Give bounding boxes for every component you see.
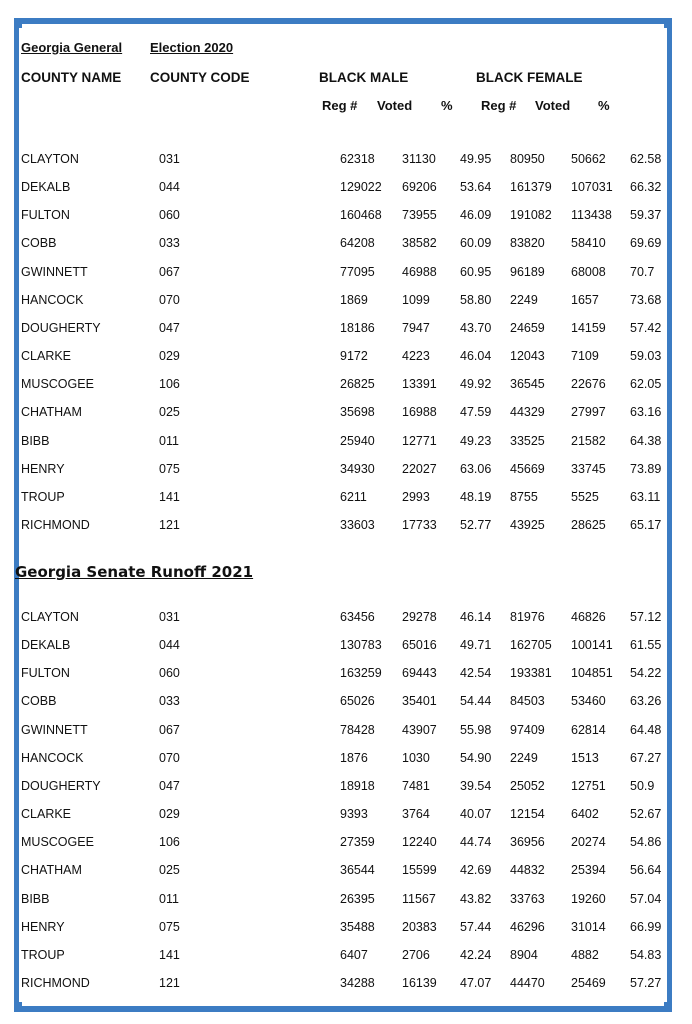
cell-female-pct: 57.04 — [630, 891, 662, 906]
cell-county-name: GWINNETT — [21, 264, 88, 279]
table-row — [0, 321, 692, 341]
cell-male-pct: 40.07 — [460, 807, 492, 822]
cell-county-code: 141 — [159, 947, 180, 962]
cell-female-voted: 104851 — [571, 666, 613, 681]
cell-county-name: FULTON — [21, 208, 70, 223]
cell-male-voted: 17733 — [402, 517, 437, 532]
cell-female-pct: 54.83 — [630, 947, 662, 962]
cell-male-voted: 16139 — [402, 975, 437, 990]
sub-header-female-pct: % — [598, 98, 610, 113]
cell-male-voted: 15599 — [402, 863, 437, 878]
cell-county-code: 025 — [159, 405, 180, 420]
cell-county-name: HENRY — [21, 461, 65, 476]
cell-male-pct: 46.04 — [460, 349, 492, 364]
cell-male-voted: 3764 — [402, 807, 430, 822]
cell-female-voted: 22676 — [571, 377, 606, 392]
cell-county-code: 011 — [159, 433, 179, 448]
table-row — [0, 377, 692, 397]
cell-female-pct: 56.64 — [630, 863, 662, 878]
cell-county-name: BIBB — [21, 891, 50, 906]
cell-female-pct: 70.7 — [630, 264, 655, 279]
cell-male-reg: 9172 — [340, 349, 368, 364]
cell-male-voted: 22027 — [402, 461, 437, 476]
table-row — [0, 863, 692, 883]
table-row — [0, 405, 692, 425]
cell-male-pct: 58.80 — [460, 292, 492, 307]
cell-female-reg: 46296 — [510, 919, 545, 934]
cell-male-pct: 55.98 — [460, 722, 492, 737]
table-row — [0, 751, 692, 771]
col-header-county-name: COUNTY NAME — [21, 70, 122, 85]
table-row — [0, 807, 692, 827]
cell-female-pct: 59.03 — [630, 349, 662, 364]
cell-female-voted: 113438 — [571, 208, 612, 223]
table-row — [0, 293, 692, 313]
cell-female-voted: 31014 — [571, 919, 606, 934]
cell-male-pct: 46.14 — [460, 610, 492, 624]
cell-female-voted: 53460 — [571, 694, 606, 709]
cell-county-name: CHATHAM — [21, 863, 82, 878]
cell-male-voted: 1099 — [402, 292, 430, 307]
table-row — [0, 462, 692, 482]
cell-county-code: 075 — [159, 919, 180, 934]
sub-header-male-voted: Voted — [377, 98, 413, 113]
cell-female-reg: 83820 — [510, 236, 545, 251]
cell-county-name: MUSCOGEE — [21, 377, 94, 392]
cell-male-voted: 16988 — [402, 405, 437, 420]
cell-female-reg: 8755 — [510, 489, 538, 504]
cell-male-pct: 49.95 — [460, 152, 492, 166]
cell-female-voted: 27997 — [571, 405, 606, 420]
cell-male-reg: 6211 — [340, 489, 367, 504]
cell-county-name: CLARKE — [21, 807, 72, 822]
cell-male-voted: 7947 — [402, 320, 430, 335]
cell-male-pct: 52.77 — [460, 517, 492, 532]
table-row — [0, 434, 692, 454]
cell-county-code: 121 — [159, 517, 180, 532]
cell-male-voted: 1030 — [402, 750, 430, 765]
cell-county-code: 075 — [159, 461, 180, 476]
cell-county-name: DEKALB — [21, 180, 71, 195]
cell-county-name: COBB — [21, 694, 57, 709]
cell-county-code: 044 — [159, 180, 180, 195]
cell-female-reg: 24659 — [510, 320, 545, 335]
cell-female-voted: 68008 — [571, 264, 606, 279]
cell-female-voted: 1513 — [571, 750, 599, 765]
cell-male-pct: 42.24 — [460, 947, 492, 962]
cell-male-pct: 63.06 — [460, 461, 492, 476]
cell-female-pct: 64.38 — [630, 433, 662, 448]
cell-male-voted: 12771 — [402, 433, 437, 448]
cell-female-reg: 33525 — [510, 433, 545, 448]
cell-female-pct: 54.22 — [630, 666, 662, 681]
table-row — [0, 976, 692, 996]
cell-male-pct: 47.07 — [460, 975, 492, 990]
cell-female-pct: 73.89 — [630, 461, 662, 476]
cell-male-voted: 12240 — [402, 835, 437, 850]
cell-county-name: DEKALB — [21, 638, 71, 653]
cell-female-reg: 84503 — [510, 694, 545, 709]
cell-male-reg: 36544 — [340, 863, 375, 878]
cell-male-pct: 54.90 — [460, 750, 492, 765]
cell-county-code: 141 — [159, 489, 180, 504]
cell-county-code: 047 — [159, 320, 180, 335]
table-row — [0, 490, 692, 510]
sub-header-female-reg: Reg # — [481, 98, 517, 113]
cell-female-voted: 58410 — [571, 236, 606, 251]
cell-male-voted: 4223 — [402, 349, 430, 364]
cell-county-name: HANCOCK — [21, 292, 84, 307]
cell-female-reg: 25052 — [510, 778, 545, 793]
cell-female-pct: 57.12 — [630, 610, 662, 624]
cell-county-name: DOUGHERTY — [21, 778, 101, 793]
table-row — [0, 208, 692, 228]
cell-female-pct: 66.32 — [630, 180, 662, 195]
cell-male-voted: 29278 — [402, 610, 437, 624]
cell-female-pct: 57.27 — [630, 975, 662, 990]
table-row — [0, 610, 692, 630]
cell-female-reg: 2249 — [510, 750, 538, 765]
frame-corner-bottom-right — [664, 1002, 672, 1012]
cell-male-pct: 54.44 — [460, 694, 492, 709]
title-right: Election 2020 — [150, 40, 234, 55]
cell-male-pct: 49.23 — [460, 433, 492, 448]
table-row — [0, 518, 692, 538]
table-row — [0, 920, 692, 940]
cell-male-reg: 62318 — [340, 152, 375, 166]
cell-county-code: 060 — [159, 208, 180, 223]
cell-female-reg: 96189 — [510, 264, 545, 279]
cell-female-reg: 43925 — [510, 517, 545, 532]
cell-female-pct: 67.27 — [630, 750, 662, 765]
cell-female-voted: 12751 — [571, 778, 606, 793]
cell-male-pct: 42.69 — [460, 863, 492, 878]
cell-female-voted: 1657 — [571, 292, 599, 307]
table-row — [0, 835, 692, 855]
cell-female-reg: 2249 — [510, 292, 538, 307]
cell-female-voted: 50662 — [571, 152, 606, 166]
cell-female-pct: 54.86 — [630, 835, 662, 850]
table-row — [0, 779, 692, 799]
cell-male-reg: 34930 — [340, 461, 375, 476]
cell-female-reg: 44329 — [510, 405, 545, 420]
cell-male-voted: 69443 — [402, 666, 437, 681]
cell-female-reg: 162705 — [510, 638, 552, 653]
cell-county-code: 070 — [159, 292, 180, 307]
cell-county-code: 033 — [159, 694, 180, 709]
cell-county-name: BIBB — [21, 433, 50, 448]
cell-county-name: TROUP — [21, 489, 65, 504]
cell-county-code: 031 — [159, 610, 180, 624]
cell-female-voted: 21582 — [571, 433, 606, 448]
cell-male-reg: 26825 — [340, 377, 375, 392]
cell-male-reg: 27359 — [340, 835, 375, 850]
cell-county-name: COBB — [21, 236, 57, 251]
cell-county-code: 029 — [159, 807, 180, 822]
cell-female-voted: 7109 — [571, 349, 599, 364]
cell-female-pct: 63.26 — [630, 694, 662, 709]
cell-male-reg: 33603 — [340, 517, 375, 532]
cell-male-pct: 49.92 — [460, 377, 492, 392]
cell-county-name: RICHMOND — [21, 975, 90, 990]
cell-county-code: 106 — [159, 835, 180, 850]
cell-male-pct: 57.44 — [460, 919, 492, 934]
cell-county-code: 033 — [159, 236, 180, 251]
cell-male-reg: 65026 — [340, 694, 375, 709]
cell-county-code: 025 — [159, 863, 180, 878]
cell-male-voted: 13391 — [402, 377, 437, 392]
cell-male-pct: 46.09 — [460, 208, 492, 223]
col-header-county-code: COUNTY CODE — [150, 70, 250, 85]
cell-county-name: CLARKE — [21, 349, 72, 364]
cell-county-name: HENRY — [21, 919, 65, 934]
cell-male-voted: 46988 — [402, 264, 437, 279]
cell-male-reg: 25940 — [340, 433, 375, 448]
cell-female-voted: 6402 — [571, 807, 599, 822]
cell-county-name: CLAYTON — [21, 152, 79, 166]
cell-female-pct: 62.05 — [630, 377, 662, 392]
cell-male-reg: 78428 — [340, 722, 375, 737]
cell-male-voted: 43907 — [402, 722, 437, 737]
cell-male-voted: 7481 — [402, 778, 430, 793]
cell-female-pct: 50.9 — [630, 778, 655, 793]
sub-header-female-voted: Voted — [535, 98, 571, 113]
table-row — [0, 349, 692, 369]
cell-county-code: 070 — [159, 750, 180, 765]
cell-female-pct: 64.48 — [630, 722, 662, 737]
cell-county-code: 067 — [159, 264, 180, 279]
cell-male-pct: 60.09 — [460, 236, 492, 251]
cell-male-reg: 35488 — [340, 919, 375, 934]
cell-male-voted: 69206 — [402, 180, 437, 195]
cell-male-reg: 130783 — [340, 638, 382, 653]
cell-county-code: 031 — [159, 152, 180, 166]
cell-male-reg: 1876 — [340, 750, 368, 765]
cell-female-voted: 25469 — [571, 975, 606, 990]
cell-male-reg: 34288 — [340, 975, 375, 990]
frame-corner-top-right — [664, 18, 672, 28]
cell-female-pct: 63.11 — [630, 489, 661, 504]
cell-county-name: DOUGHERTY — [21, 320, 101, 335]
cell-female-reg: 80950 — [510, 152, 545, 166]
cell-female-pct: 63.16 — [630, 405, 662, 420]
frame-corner-top-left — [14, 18, 22, 28]
cell-male-reg: 6407 — [340, 947, 368, 962]
cell-county-name: TROUP — [21, 947, 65, 962]
cell-male-voted: 65016 — [402, 638, 437, 653]
table-row — [0, 180, 692, 200]
cell-female-pct: 61.55 — [630, 638, 662, 653]
cell-male-reg: 26395 — [340, 891, 375, 906]
cell-female-voted: 4882 — [571, 947, 599, 962]
cell-male-voted: 73955 — [402, 208, 437, 223]
cell-county-name: FULTON — [21, 666, 70, 681]
cell-county-name: CHATHAM — [21, 405, 82, 420]
cell-male-pct: 42.54 — [460, 666, 492, 681]
cell-female-voted: 100141 — [571, 638, 613, 653]
cell-female-voted: 46826 — [571, 610, 606, 624]
cell-male-reg: 18186 — [340, 320, 375, 335]
cell-female-voted: 107031 — [571, 180, 613, 195]
cell-female-pct: 59.37 — [630, 208, 662, 223]
cell-male-reg: 1869 — [340, 292, 368, 307]
table-row — [0, 892, 692, 912]
cell-female-reg: 36545 — [510, 377, 545, 392]
cell-male-reg: 18918 — [340, 778, 375, 793]
cell-female-pct: 65.17 — [630, 517, 662, 532]
cell-male-pct: 49.71 — [460, 638, 492, 653]
cell-county-code: 106 — [159, 377, 180, 392]
cell-county-name: CLAYTON — [21, 610, 79, 624]
cell-female-voted: 25394 — [571, 863, 606, 878]
col-header-black-female: BLACK FEMALE — [476, 70, 583, 85]
cell-male-reg: 9393 — [340, 807, 368, 822]
cell-male-voted: 2993 — [402, 489, 430, 504]
cell-female-reg: 97409 — [510, 722, 545, 737]
cell-male-reg: 64208 — [340, 236, 375, 251]
cell-female-pct: 66.99 — [630, 919, 662, 934]
cell-female-voted: 5525 — [571, 489, 599, 504]
cell-female-voted: 20274 — [571, 835, 606, 850]
cell-county-code: 044 — [159, 638, 180, 653]
table-row — [0, 638, 692, 658]
cell-male-voted: 11567 — [402, 891, 436, 906]
cell-male-voted: 31130 — [402, 152, 436, 166]
cell-male-reg: 160468 — [340, 208, 382, 223]
cell-female-reg: 36956 — [510, 835, 545, 850]
cell-female-reg: 8904 — [510, 947, 538, 962]
cell-county-code: 067 — [159, 722, 180, 737]
cell-female-reg: 33763 — [510, 891, 545, 906]
cell-male-pct: 39.54 — [460, 778, 492, 793]
cell-female-voted: 62814 — [571, 722, 606, 737]
cell-male-pct: 43.70 — [460, 320, 492, 335]
cell-male-voted: 38582 — [402, 236, 437, 251]
cell-female-reg: 12154 — [510, 807, 545, 822]
cell-county-code: 121 — [159, 975, 180, 990]
table-row — [0, 723, 692, 743]
sub-header-male-reg: Reg # — [322, 98, 358, 113]
title-left: Georgia General — [21, 40, 123, 55]
cell-female-reg: 44470 — [510, 975, 545, 990]
table-row — [0, 236, 692, 256]
cell-female-voted: 28625 — [571, 517, 606, 532]
cell-male-reg: 35698 — [340, 405, 375, 420]
cell-female-reg: 44832 — [510, 863, 545, 878]
cell-male-pct: 48.19 — [460, 489, 492, 504]
cell-male-pct: 53.64 — [460, 180, 492, 195]
section-title-senate-runoff-2021: Georgia Senate Runoff 2021 — [15, 563, 254, 581]
cell-county-name: HANCOCK — [21, 750, 84, 765]
col-header-black-male: BLACK MALE — [319, 70, 409, 85]
cell-female-pct: 73.68 — [630, 292, 662, 307]
cell-female-voted: 33745 — [571, 461, 606, 476]
cell-male-pct: 47.59 — [460, 405, 492, 420]
cell-county-code: 011 — [159, 891, 179, 906]
cell-female-pct: 52.67 — [630, 807, 662, 822]
cell-male-voted: 20383 — [402, 919, 437, 934]
cell-male-reg: 77095 — [340, 264, 375, 279]
cell-male-voted: 2706 — [402, 947, 430, 962]
sub-header-male-pct: % — [441, 98, 453, 113]
cell-female-voted: 19260 — [571, 891, 606, 906]
cell-male-reg: 129022 — [340, 180, 382, 195]
cell-female-pct: 62.58 — [630, 152, 662, 166]
cell-male-pct: 44.74 — [460, 835, 492, 850]
cell-female-reg: 45669 — [510, 461, 545, 476]
cell-female-reg: 81976 — [510, 610, 545, 624]
cell-male-pct: 43.82 — [460, 891, 492, 906]
table-row — [0, 948, 692, 968]
cell-male-reg: 163259 — [340, 666, 382, 681]
cell-female-voted: 14159 — [571, 320, 606, 335]
cell-county-code: 029 — [159, 349, 180, 364]
table-row — [0, 666, 692, 686]
cell-female-reg: 193381 — [510, 666, 552, 681]
cell-female-reg: 161379 — [510, 180, 552, 195]
cell-female-reg: 12043 — [510, 349, 545, 364]
cell-county-code: 047 — [159, 778, 180, 793]
cell-county-code: 060 — [159, 666, 180, 681]
cell-female-pct: 69.69 — [630, 236, 662, 251]
cell-male-voted: 35401 — [402, 694, 437, 709]
cell-county-name: GWINNETT — [21, 722, 88, 737]
cell-county-name: RICHMOND — [21, 517, 90, 532]
cell-county-name: MUSCOGEE — [21, 835, 94, 850]
table-row — [0, 152, 692, 172]
table-row — [0, 265, 692, 285]
table-row — [0, 694, 692, 714]
cell-female-pct: 57.42 — [630, 320, 662, 335]
cell-female-reg: 191082 — [510, 208, 552, 223]
frame-corner-bottom-left — [14, 1002, 22, 1012]
cell-male-pct: 60.95 — [460, 264, 492, 279]
cell-male-reg: 63456 — [340, 610, 375, 624]
